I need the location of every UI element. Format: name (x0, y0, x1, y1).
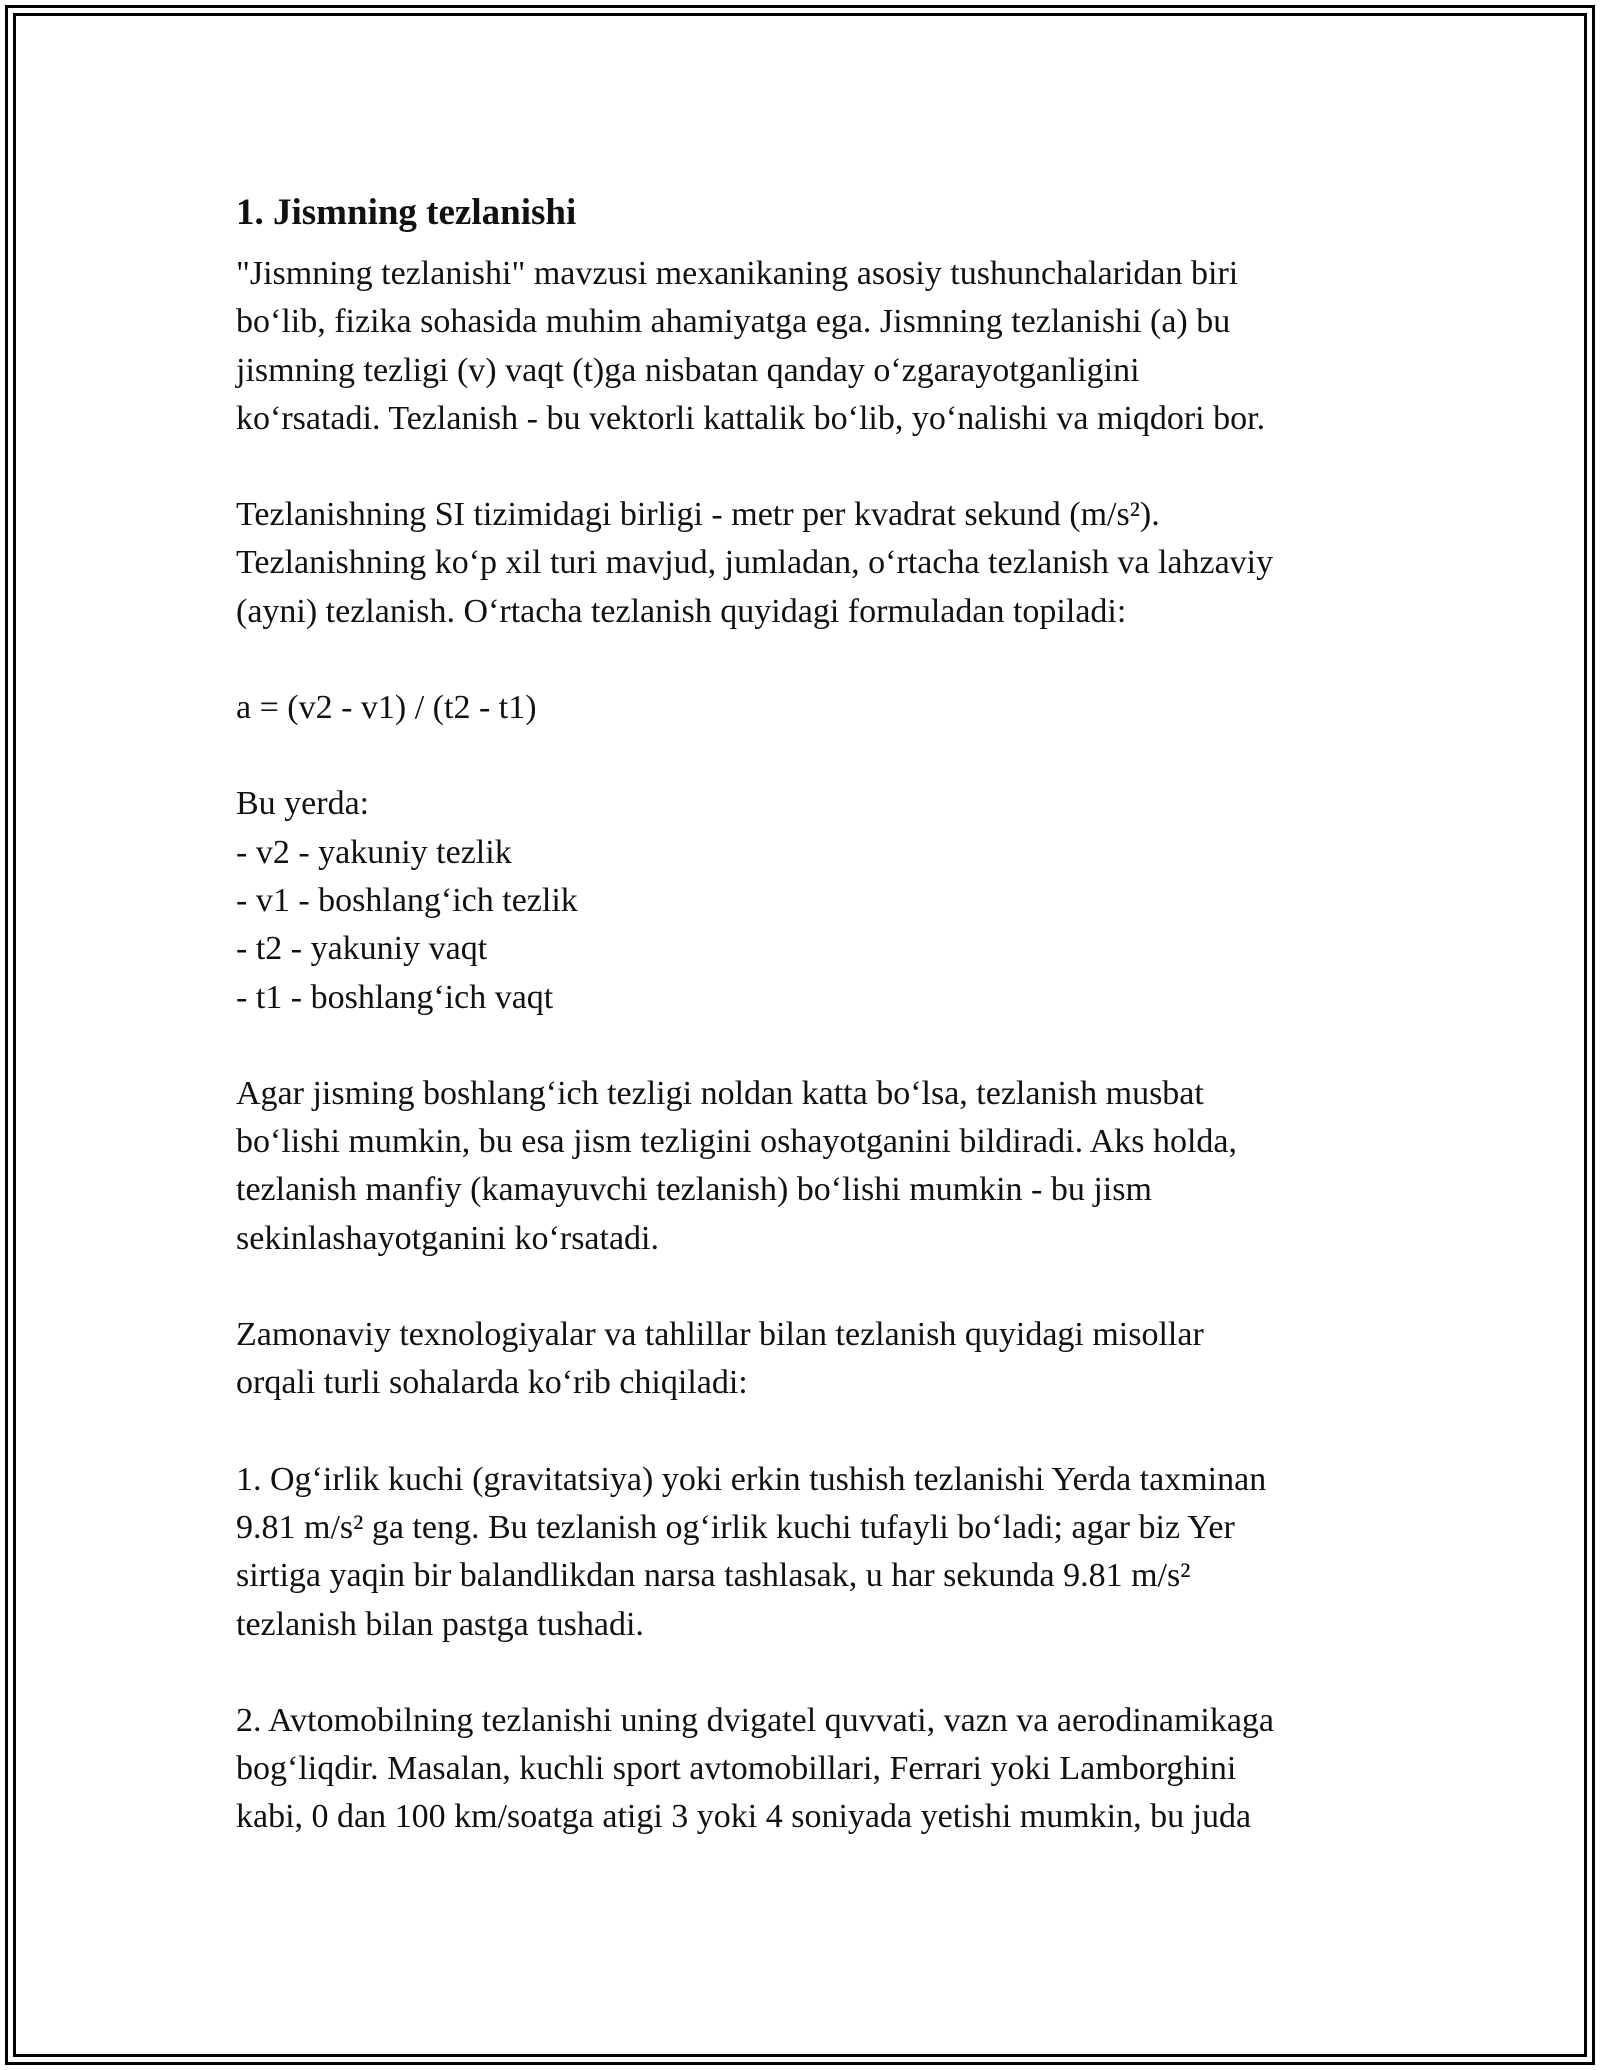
list-item: - t2 - yakuniy vaqt (236, 930, 488, 968)
page-title: 1. Jismning tezlanishi (236, 192, 577, 233)
intro-paragraph (236, 250, 1366, 443)
sign-line: tezlanish manfiy (kamayuvchi tezlanish) bo‘lishi mumkin - bu jism (236, 1171, 1152, 1209)
example1-line: sirtiga yaqin bir balandlikdan narsa tashlasak, u har sekunda 9.81 m/s² (236, 1557, 1191, 1595)
sign-line: bo‘lishi mumkin, bu esa jism tezligini oshayotganini bildiradi. Aks holda, (236, 1123, 1238, 1161)
example1-line: 1. Og‘irlik kuchi (gravitatsiya) yoki erkin tushish tezlanishi Yerda taxminan (236, 1460, 1267, 1498)
list-item: - t1 - boshlang‘ich vaqt (236, 978, 554, 1016)
intro-line: bo‘lib, fizika sohasida muhim ahamiyatga ega. Jismning tezlanishi (a) bu (236, 303, 1231, 341)
sign-line: sekinlashayotganini ko‘rsatadi. (236, 1219, 660, 1257)
intro-line: "Jismning tezlanishi" mavzusi mexanikaning asosiy tushunchalaridan biri (236, 255, 1239, 292)
si-unit-paragraph (236, 491, 1366, 636)
document-body (236, 188, 1366, 1890)
modern-line: Zamonaviy texnologiyalar va tahlillar bilan tezlanish quyidagi misollar (236, 1316, 1204, 1354)
example-car-paragraph (236, 1697, 1366, 1842)
where-label: Bu yerda: (236, 785, 370, 823)
si-line: Tezlanishning ko‘p xil turi mavjud, jumladan, o‘rtacha tezlanish va lahzaviy (236, 544, 1274, 582)
example1-line: tezlanish bilan pastga tushadi. (236, 1605, 644, 1643)
modern-line: orqali turli sohalarda ko‘rib chiqiladi: (236, 1364, 748, 1402)
si-line: Tezlanishning SI tizimidagi birligi - metr per kvadrat sekund (m/s²). (236, 496, 1160, 534)
example2-line: 2. Avtomobilning tezlanishi uning dvigatel quvvati, vazn va aerodinamikaga (236, 1701, 1275, 1739)
list-item: - v1 - boshlang‘ich tezlik (236, 881, 578, 919)
si-line: (ayni) tezlanish. O‘rtacha tezlanish quyidagi formuladan topiladi: (236, 592, 1127, 630)
sign-paragraph (236, 1070, 1366, 1263)
example2-line: bog‘liqdir. Masalan, kuchli sport avtomobillari, Ferrari yoki Lamborghini (236, 1750, 1237, 1788)
intro-line: jismning tezligi (v) vaqt (t)ga nisbatan qanday o‘zgarayotganligini (236, 351, 1140, 389)
acceleration-formula: a = (v2 - v1) / (t2 - t1) (236, 689, 537, 727)
example2-line: kabi, 0 dan 100 km/soatga atigi 3 yoki 4 soniyada yetishi mumkin, bu juda (236, 1798, 1252, 1836)
sign-line: Agar jisming boshlang‘ich tezligi noldan katta bo‘lsa, tezlanish musbat (236, 1074, 1204, 1112)
example-gravity-paragraph (236, 1456, 1366, 1649)
modern-paragraph (236, 1311, 1366, 1408)
variable-definitions-list (236, 829, 1366, 1022)
intro-line: ko‘rsatadi. Tezlanish - bu vektorli kattalik bo‘lib, yo‘nalishi va miqdori bor. (236, 399, 1266, 437)
example1-line: 9.81 m/s² ga teng. Bu tezlanish og‘irlik kuchi tufayli bo‘ladi; agar biz Yer (236, 1508, 1235, 1546)
list-item: - v2 - yakuniy tezlik (236, 833, 512, 871)
